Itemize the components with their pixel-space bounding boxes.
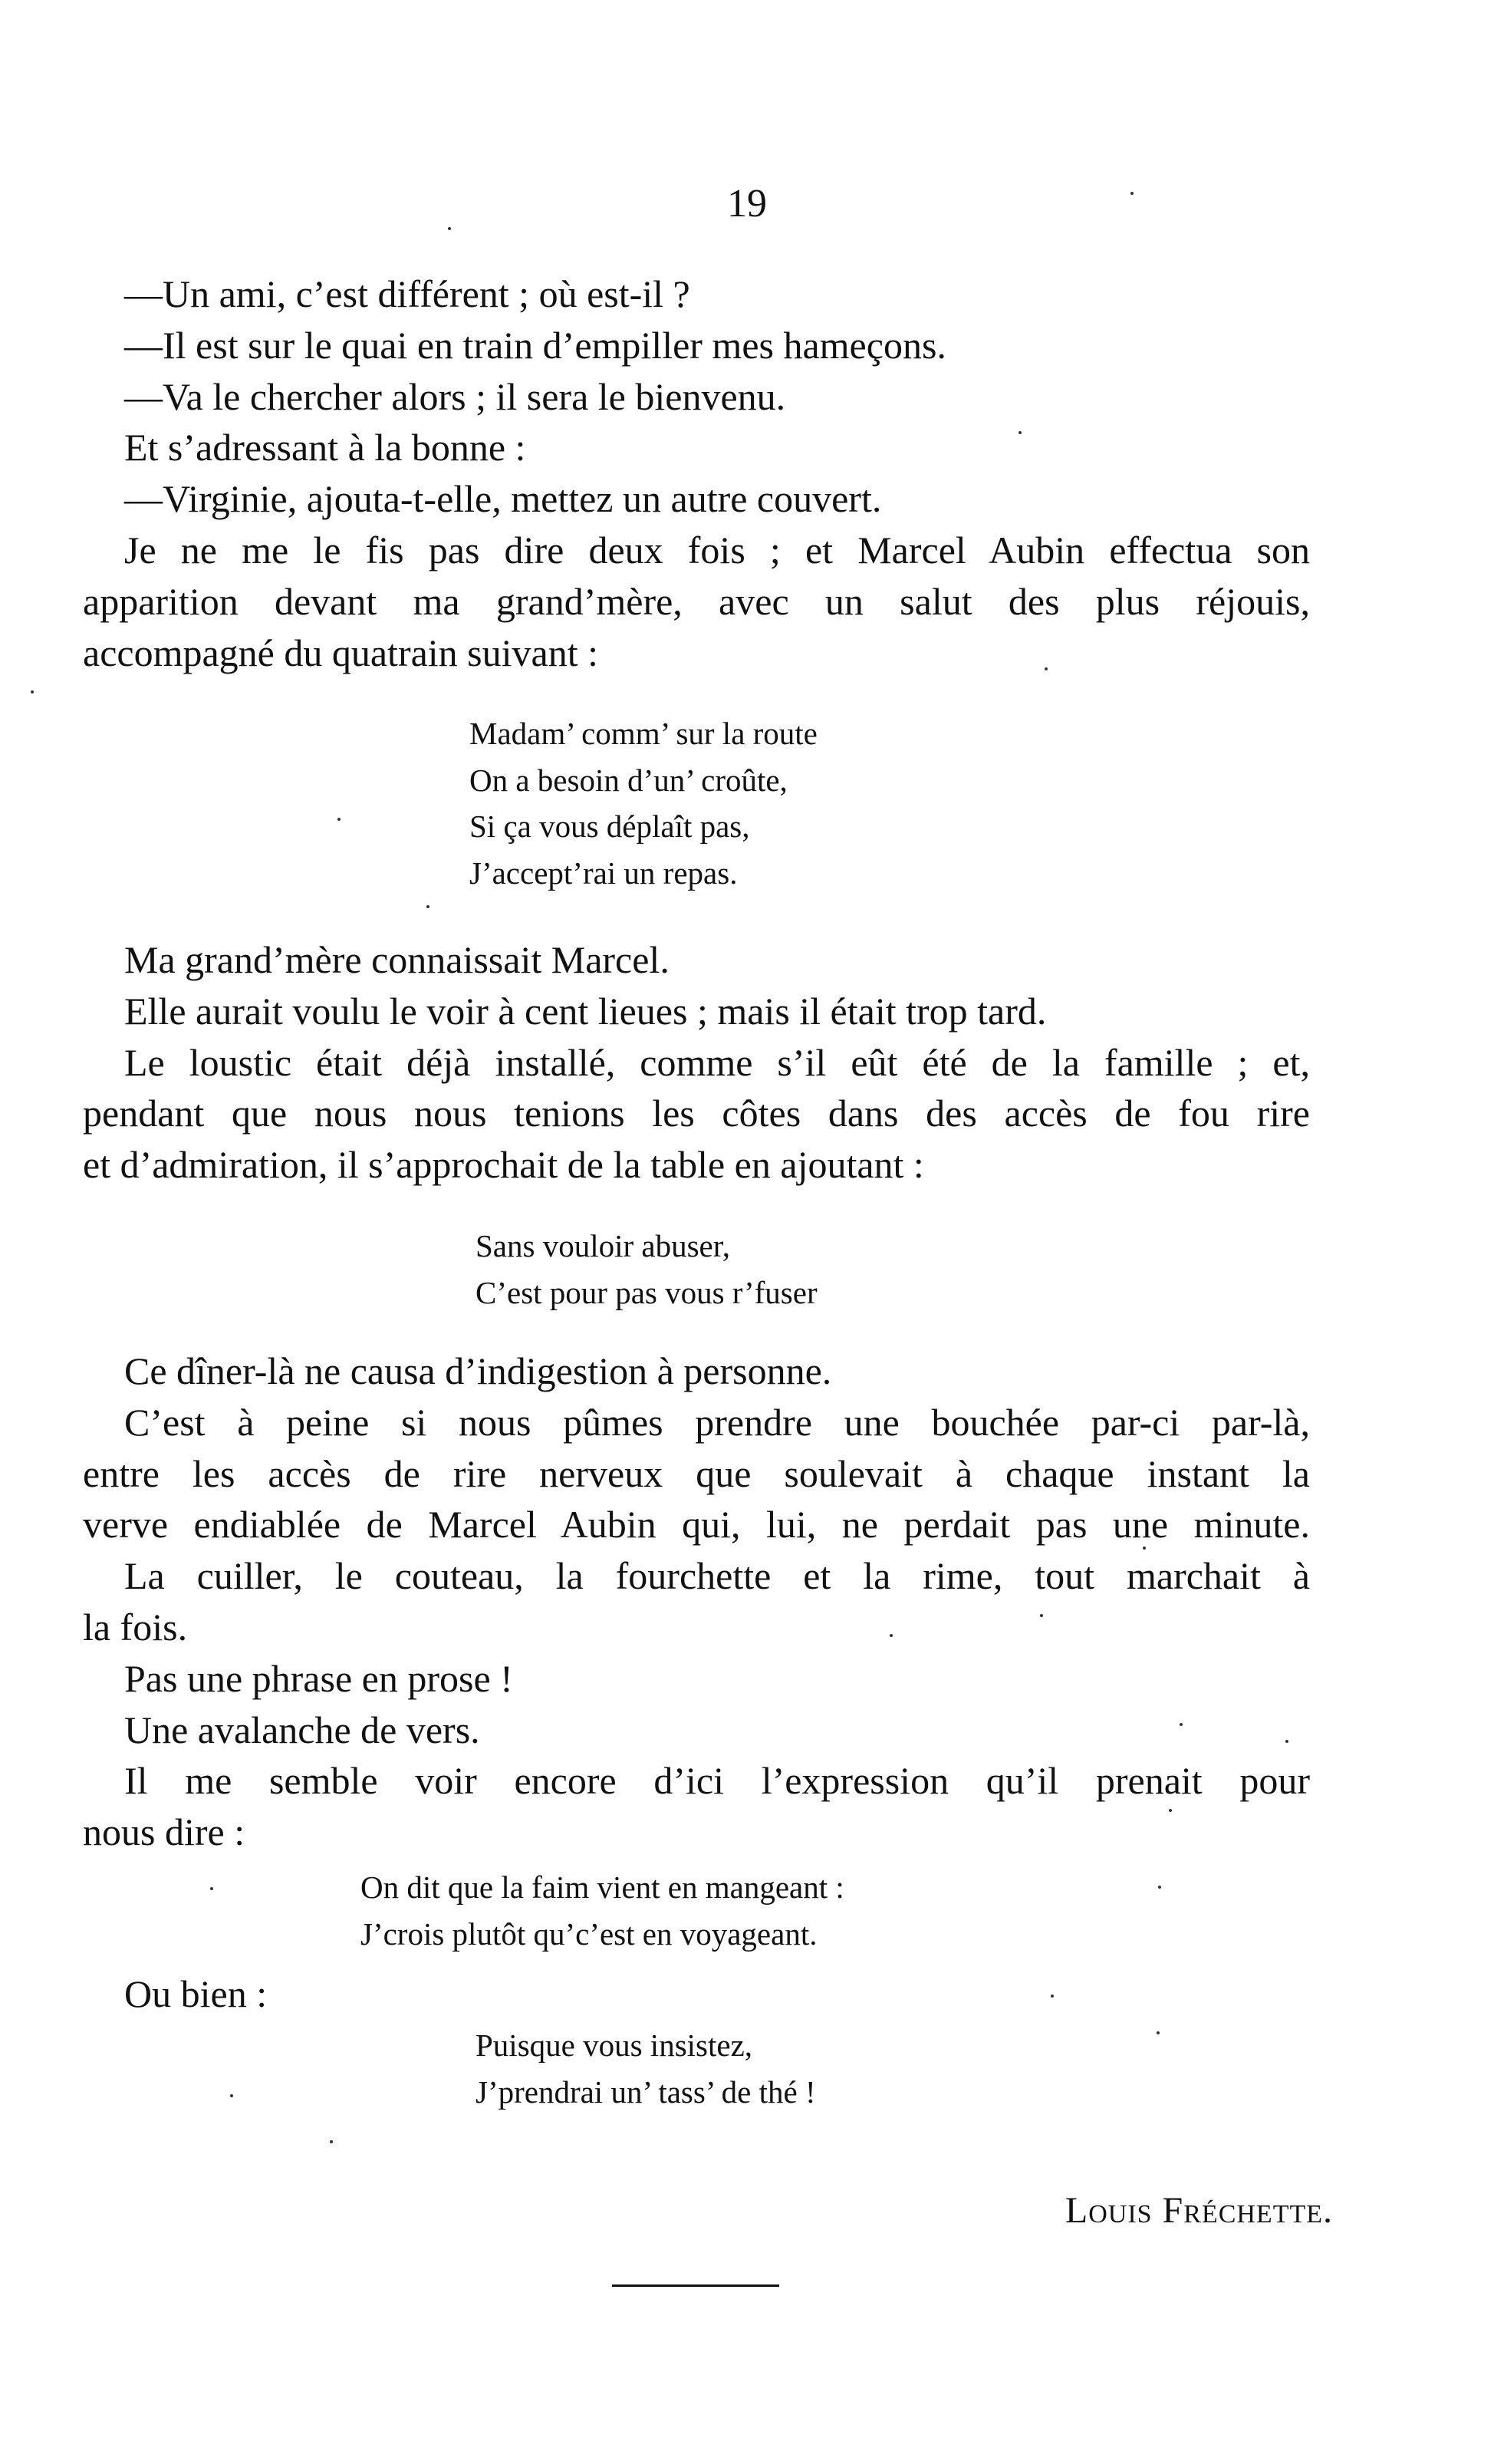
prose-block-3 [83, 1346, 1310, 1858]
print-speck [1158, 1886, 1161, 1889]
prose-line: Pas une phrase en prose ! [124, 1656, 513, 1700]
print-speck [1018, 431, 1022, 434]
print-speck [1045, 667, 1048, 670]
prose-line: accompagné du quatrain suivant : [83, 631, 598, 674]
print-speck [1180, 1723, 1183, 1726]
verse-couplet-2 [476, 1223, 818, 1316]
prose-line: et d’admiration, il s’approchait de la table en ajoutant : [83, 1143, 924, 1187]
prose-line: —Il est sur le quai en train d’empiller mes hameçons. [124, 323, 946, 367]
print-speck [1157, 2031, 1160, 2034]
prose-line: Et s’adressant à la bonne : [124, 426, 526, 469]
closing-rule [612, 2284, 779, 2287]
verse-line: J’prendrai un’ tass’ de thé ! [476, 2074, 816, 2110]
prose-line: Il me semble voir encore d’ici l’expression qu’il prenait pour [124, 1759, 1310, 1803]
prose-line: —Virginie, ajouta-t-elle, mettez un autre couvert. [124, 477, 882, 521]
verse-line: On dit que la faim vient en mangeant : [360, 1869, 844, 1905]
print-speck [1169, 1809, 1172, 1812]
prose-line: Ce dîner-là ne causa d’indigestion à personne. [124, 1349, 832, 1392]
print-speck [1143, 1547, 1146, 1550]
prose-line: apparition devant ma grand’mère, avec un salut des plus réjouis, [83, 579, 1310, 623]
verse-line: Sans vouloir abuser, [476, 1228, 731, 1263]
prose-line: nous dire : [83, 1810, 245, 1854]
prose-line: Une avalanche de vers. [124, 1708, 480, 1751]
prose-line: Ma grand’mère connaissait Marcel. [124, 938, 670, 981]
print-speck [448, 227, 451, 230]
page-number: 19 [727, 182, 767, 226]
prose-line: Le loustic était déjà installé, comme s’il eût été de la famille ; et, [124, 1040, 1310, 1084]
verse-line: Puisque vous insistez, [476, 2028, 753, 2063]
verse-line: J’accept’rai un repas. [469, 855, 738, 891]
verse-line: J’crois plutôt qu’c’est en voyageant. [360, 1916, 818, 1952]
verse-couplet-4 [476, 2022, 816, 2115]
print-speck [210, 1887, 213, 1890]
prose-block-4 [83, 1968, 1310, 2020]
print-speck [426, 905, 429, 908]
verse-line: C’est pour pas vous r’fuser [476, 1274, 818, 1310]
prose-block-2 [83, 934, 1310, 1191]
verse-couplet-3 [360, 1864, 844, 1957]
print-speck [330, 2140, 333, 2143]
prose-line: —Un ami, c’est différent ; où est-il ? [124, 272, 690, 315]
print-speck [337, 818, 341, 821]
verse-line: Si ça vous déplaît pas, [469, 809, 750, 844]
prose-line: entre les accès de rire nerveux que soulevait à chaque instant la [83, 1451, 1310, 1495]
verse-line: Madam’ comm’ sur la route [469, 716, 818, 751]
prose-line: pendant que nous nous tenions les côtes dans des accès de fou rire [83, 1092, 1310, 1135]
print-speck [230, 2094, 233, 2097]
verse-quatrain-1 [469, 710, 818, 896]
verse-line: On a besoin d’un’ croûte, [469, 762, 788, 798]
print-speck [1051, 1995, 1054, 1998]
print-speck [1285, 1740, 1288, 1743]
author-signature: Louis Fréchette. [1065, 2190, 1333, 2231]
prose-line: C’est à peine si nous pûmes prendre une bouchée par-ci par-là, [124, 1400, 1310, 1444]
prose-line: Elle aurait voulu le voir à cent lieues ; mais il était trop tard. [124, 989, 1047, 1033]
print-speck [890, 1634, 893, 1637]
prose-line: —Va le chercher alors ; il sera le bienvenu. [124, 374, 786, 418]
prose-line: la fois. [83, 1605, 188, 1649]
print-speck [31, 690, 34, 693]
print-speck [1040, 1614, 1043, 1617]
prose-line: verve endiablée de Marcel Aubin qui, lui, ne perdait pas une minute. [83, 1503, 1310, 1547]
prose-block-1 [83, 268, 1310, 678]
prose-line: Ou bien : [124, 1972, 268, 2015]
prose-line: Je ne me le fis pas dire deux fois ; et Marcel Aubin effectua son [124, 528, 1310, 572]
print-speck [1130, 192, 1134, 195]
prose-line: La cuiller, le couteau, la fourchette et la rime, tout marchait à [124, 1554, 1310, 1598]
